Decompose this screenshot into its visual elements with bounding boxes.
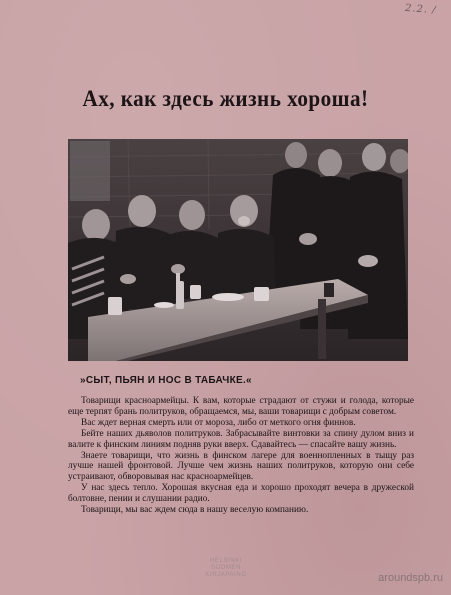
leaflet-body <box>68 396 414 516</box>
corner-pencil-note: 2.2. / <box>405 2 438 17</box>
page-title: Ах, как здесь жизнь хороша! <box>82 86 369 111</box>
paragraph-warmth-food: У нас здесь тепло. Хорошая вкусная еда и хорошо проходят вечера в дружеской болтовне, пении и слушании радио. <box>68 483 414 505</box>
paragraph-appeal: Товарищи красноармейцы. К вам, которые страдают от стужи и голода, которые еще терпят брань политруков, обращаемся, мы, ваши товарищи с добрым советом. <box>68 396 414 417</box>
stamp-line: HELSINKI <box>209 558 243 564</box>
paragraph-camp-life: Знаете товарищи, что жизнь в финском лагере для военнопленных в тыщу раз лучше нашей фронтовой. Лучше чем жизнь наших политруков, которую они себе устраивают, обворовывая нас красноармейцев. <box>68 450 414 483</box>
photo-illustration <box>68 139 408 361</box>
paragraph-surrender-call: Бейте наших дьяволов политруков. Забрасывайте винтовки за спину дулом вниз и валите к финским линиям подняв руки вверх. Сдавайтесь — спасайте вашу жизнь. <box>68 428 414 450</box>
leaflet-photo <box>68 139 408 361</box>
paragraph-invitation: Товарищи, мы вас ждем сюда в нашу веселую компанию. <box>81 505 309 516</box>
stamp-line: KIRJAPAINO <box>205 572 247 578</box>
printer-stamp <box>189 558 263 579</box>
site-watermark: aroundspb.ru <box>378 572 443 584</box>
stamp-line: SUOMEN <box>211 565 241 571</box>
paragraph-death-warning: Вас ждет верная смерть или от мороза, либо от меткого огня финнов. <box>81 417 356 428</box>
section-subheading: »СЫТ, ПЬЯН И НОС В ТАБАЧКЕ.« <box>80 375 252 386</box>
